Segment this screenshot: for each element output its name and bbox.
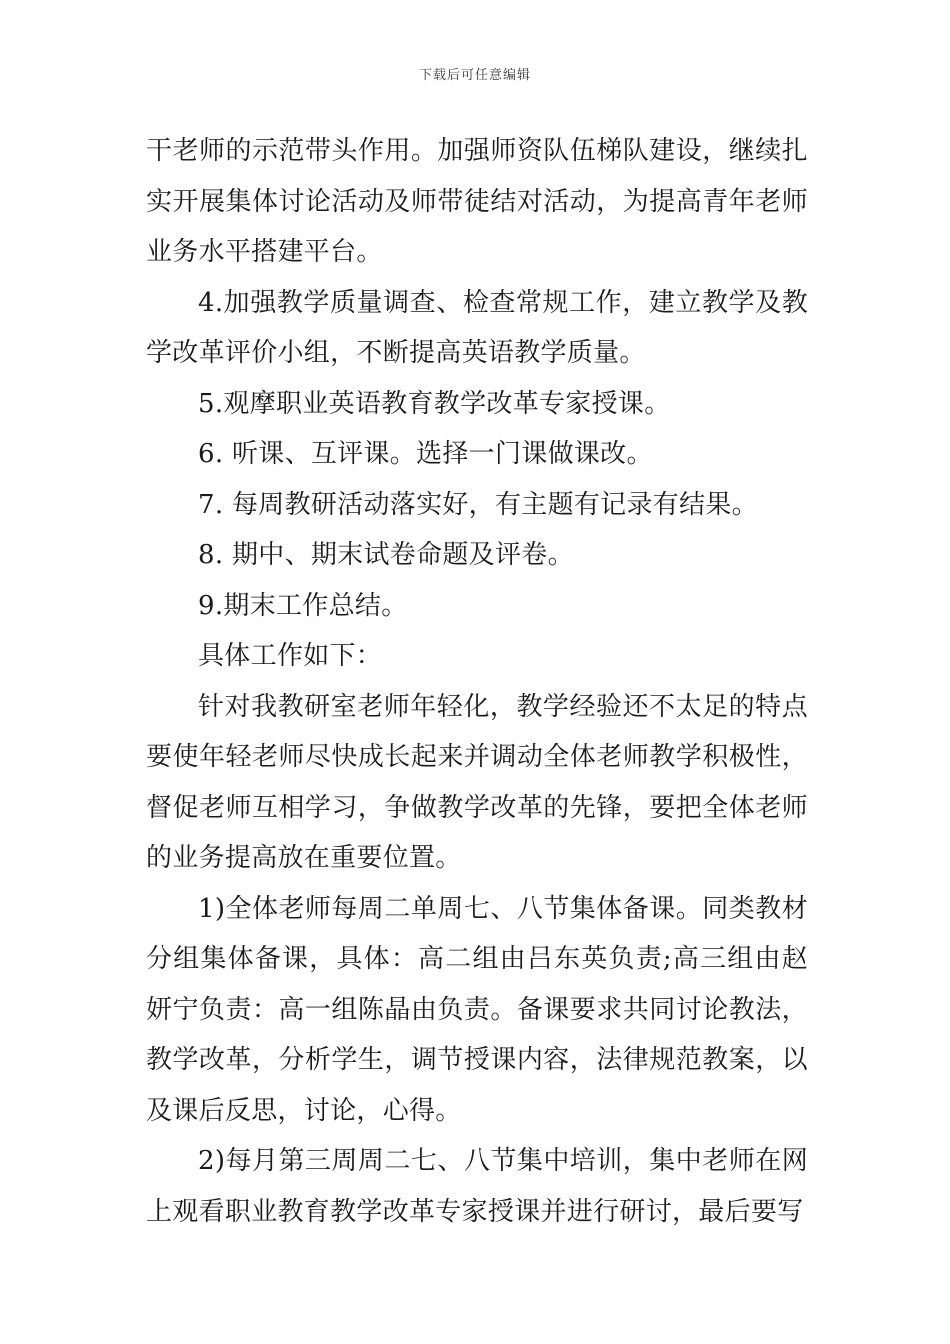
paragraph-continuation: 干老师的示范带头作用。加强师资队伍梯队建设，继续扎实开展集体讨论活动及师带徒结对活动，为提高青年老师业务水平搭建平台。 — [146, 136, 808, 267]
paragraph-point-1: 1)全体老师每周二单周七、八节集体备课。同类教材分组集体备课，具体：高二组由吕东英负责;高三组由赵妍宁负责：高一组陈晶由负责。备课要求共同讨论教法，教学改革，分析学生，调节授课内容，法律规范教案，以及课后反思，讨论，心得。 — [146, 893, 808, 1126]
paragraph-item-6: 6. 听课、互评课。选择一门课做课改。 — [198, 439, 653, 469]
paragraph-item-5: 5.观摩职业英语教育教学改革专家授课。 — [198, 388, 671, 419]
paragraph-intro: 针对我教研室老师年轻化，教学经验还不太足的特点要使年轻老师尽快成长起来并调动全体老师教学积极性，督促老师互相学习，争做教学改革的先锋，要把全体老师的业务提高放在重要位置。 — [146, 691, 808, 873]
page-header: 下载后可任意编辑 — [418, 68, 531, 83]
paragraph-item-7: 7. 每周教研活动落实好，有主题有记录有结果。 — [198, 489, 758, 520]
paragraph-item-4: 4.加强教学质量调查、检查常规工作，建立教学及教学改革评价小组，不断提高英语教学质量。 — [146, 287, 808, 368]
paragraph-point-2: 2)每月第三周周二七、八节集中培训，集中老师在网上观看职业教育教学改革专家授课并进行研讨，最后要写 — [146, 1146, 808, 1227]
document-body — [146, 126, 808, 1237]
paragraph-section-heading: 具体工作如下： — [198, 641, 383, 671]
paragraph-item-9: 9.期末工作总结。 — [198, 590, 408, 621]
paragraph-item-8: 8. 期中、期末试卷命题及评卷。 — [198, 540, 574, 570]
